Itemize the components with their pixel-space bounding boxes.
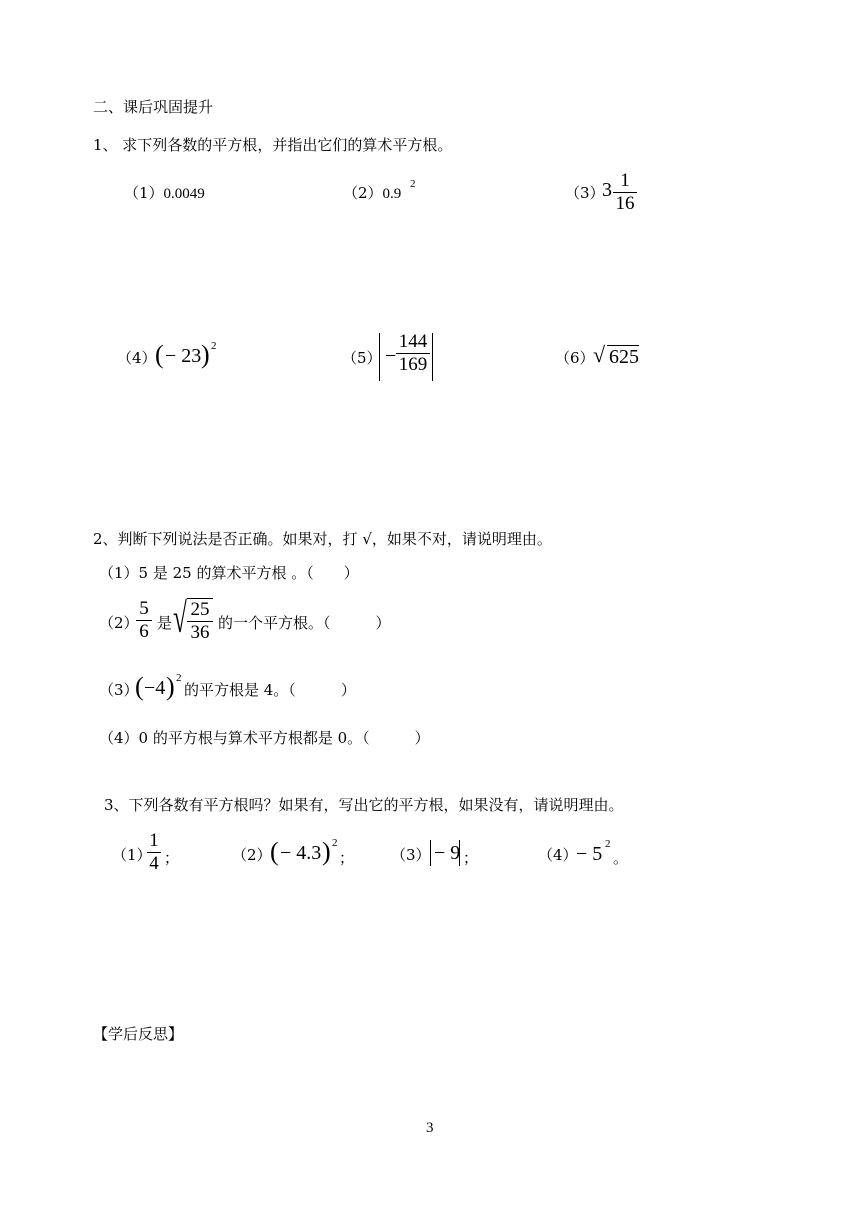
q1-item-4-inner: − 23 xyxy=(165,345,202,367)
q3-item-1-numerator: 1 xyxy=(149,830,159,851)
question-3-text: 3、下列各数有平方根吗？如果有，写出它的平方根，如果没有，请说明理由。 xyxy=(104,796,624,814)
q3-item-4-base: − 5 xyxy=(576,843,603,865)
q3-item-2-exponent: 2 xyxy=(332,837,338,849)
q1-item-5-denominator: 169 xyxy=(398,354,428,375)
question-1-text: 1、 求下列各数的平方根，并指出它们的算术平方根。 xyxy=(93,136,453,154)
q1-item-6-radical-sign: √ xyxy=(593,342,606,367)
q2-statement-2-label: （2） xyxy=(99,614,139,632)
q1-item-2-base: 0.9 xyxy=(382,186,402,202)
q1-item-1-value: 0.0049 xyxy=(163,186,205,202)
q2-statement-2-fraction xyxy=(136,598,152,643)
q2-statement-2-tail: 的一个平方根。（ ） xyxy=(218,614,391,632)
absolute-bar-left xyxy=(430,840,431,866)
q3-item-2-left-paren: ( xyxy=(270,837,279,866)
absolute-bar-right xyxy=(459,840,460,866)
q2-statement-2-radical-fraction xyxy=(187,598,213,644)
q3-item-2-inner: − 4.3 xyxy=(280,842,322,864)
q1-item-6-label: （6） xyxy=(555,349,595,367)
q1-item-4-label: （4） xyxy=(117,349,157,367)
absolute-bar-left xyxy=(379,333,380,381)
q1-item-1-label: （1） xyxy=(124,184,164,202)
q2-statement-2-denominator: 6 xyxy=(139,621,149,642)
page-number: 3 xyxy=(426,1120,434,1136)
q1-item-5-sign: − xyxy=(385,345,397,367)
q1-item-4-right-paren: ) xyxy=(201,340,210,369)
q2-statement-2-radical-denominator: 36 xyxy=(190,622,210,643)
q3-item-3-separator: ； xyxy=(463,849,479,867)
q3-item-1-denominator: 4 xyxy=(149,853,159,874)
q1-item-5-fraction xyxy=(396,331,430,376)
q1-item-1 xyxy=(124,183,205,204)
reflection-heading: 【学后反思】 xyxy=(93,1025,184,1043)
q2-statement-3-right-paren: ) xyxy=(166,672,175,701)
q2-statement-2-radical-numerator: 25 xyxy=(190,599,210,620)
q1-item-3-whole: 3 xyxy=(602,179,612,201)
q1-item-3-fraction xyxy=(613,170,637,215)
section-title: 二、课后巩固提升 xyxy=(93,98,214,116)
q1-item-3-denominator: 16 xyxy=(615,193,635,214)
q1-item-3-numerator: 1 xyxy=(620,170,630,191)
q3-item-2-right-paren: ) xyxy=(322,837,331,866)
q2-statement-3-exponent: 2 xyxy=(176,672,182,684)
q3-item-3-inner: − 9 xyxy=(434,842,461,864)
question-2-text: 2、判断下列说法是否正确。如果对，打 √，如果不对，请说明理由。 xyxy=(93,530,552,548)
q2-statement-2-radical-sign: √ xyxy=(173,596,187,642)
q2-statement-2-numerator: 5 xyxy=(139,598,149,619)
q1-item-4-left-paren: ( xyxy=(155,340,164,369)
q2-statement-3-left-paren: ( xyxy=(135,672,144,701)
q2-statement-2-mid: 是 xyxy=(157,614,173,632)
q1-item-4-exponent: 2 xyxy=(211,340,217,352)
q2-statement-3-inner: −4 xyxy=(144,677,166,699)
q1-item-2-exponent: 2 xyxy=(410,178,416,190)
q3-item-4-exponent: 2 xyxy=(605,838,611,850)
q3-item-1-label: （1） xyxy=(112,846,152,864)
q3-item-2-label: （2） xyxy=(232,846,272,864)
q1-item-2-label: （2） xyxy=(343,184,383,202)
q3-item-4-label: （4） xyxy=(538,846,578,864)
q2-statement-3-label: （3） xyxy=(99,681,139,699)
q1-item-5-numerator: 144 xyxy=(398,331,428,352)
q3-item-4-separator: 。 xyxy=(613,849,629,867)
q3-item-3-label: （3） xyxy=(391,846,431,864)
q3-item-1-separator: ； xyxy=(164,849,180,867)
q2-statement-4: （4）0 的平方根与算术平方根都是 0。（ ） xyxy=(99,729,430,747)
absolute-bar-right xyxy=(432,333,433,381)
q1-item-2 xyxy=(343,183,401,204)
q3-item-1-fraction xyxy=(147,830,161,875)
q1-item-3-label: （3） xyxy=(565,184,605,202)
q2-statement-3-tail: 的平方根是 4。（ ） xyxy=(184,681,356,699)
q1-item-6-radicand: 625 xyxy=(609,346,639,368)
q1-item-5-label: （5） xyxy=(342,349,382,367)
q2-statement-1: （1）5 是 25 的算术平方根 。（ ） xyxy=(99,564,359,582)
q3-item-2-separator: ； xyxy=(339,849,355,867)
